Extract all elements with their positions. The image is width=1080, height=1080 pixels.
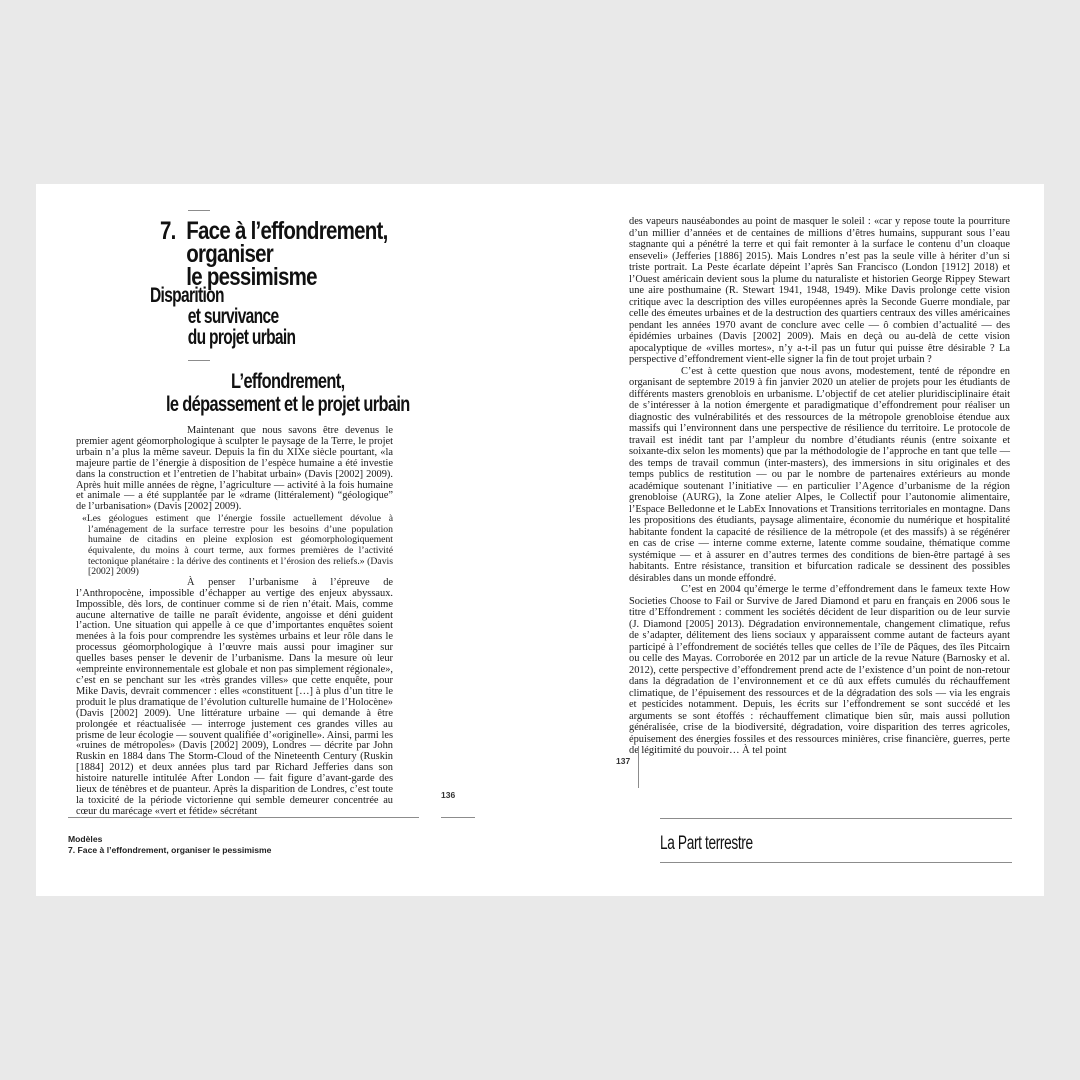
subtitle-line-3: du projet urbain [187,326,296,349]
subtitle-line-1: Disparition [150,284,224,307]
block-quote: «Les géologues estiment que l’énergie fossile actuellement dévolue à l’aménagement de la surface terrestre pour les besoins d’une population humaine de citadins en pleine explosion est géomorphologiquement équivalente, du moins à court terme, aux formes premières de l’activité tectonique planétaire : la dérive des continents et l’érosion des reliefs.» (Davis [2002] 2009) [82,513,393,578]
paragraph: À penser l’urbanisme à l’épreuve de l’Anthropocène, impossible d’échapper au vertige des enjeux abyssaux. Impossible, dès lors, de continuer comme si de rien n’était. Mais, comme aucune alternative de taille ne paraît évidente, angoisse et déni guident l’action. Une situation qui appelle à ce que d’importantes enquêtes soient menées à la fois pour comprendre les systèmes urbains et leur rôle dans le processus géomorphologique à l’œuvre mais aussi pour imaginer sur quelles bases penser le devenir de l’urbanisme. Dans la mesure où leur «empreinte environnementale est globale et non pas simplement régionale», c’est en se penchant sur les «très grandes villes» que cette enquête, pour Mike Davis, devrait commencer : elles «constituent […] à plus d’un titre le produit le plus dramatique de l’évolution culturelle humaine de l’Holocène» (Davis [2002] 2009). Une littérature urbaine — qui demande à être prolongée et réactualisée — interroge justement ces grandes villes au prisme de leur écologie — souvent qualifiée d’«originelle». Ainsi, parmi les «ruines de métropoles» (Davis [2002] 2009), Londres — décrite par John Ruskin en 1884 dans The Storm-Cloud of the Nineteenth Century (Ruskin [1884] 2012) et deux années plus tard par Richard Jefferies dans son histoire naturelle intitulée After London — fait figure d’avant-garde des lieux de ténèbres et de puanteur. Après la disparition de Londres, c’est toute la toxicité de la période victorienne qui semble demeurer concentrée au cœur du marécage «vert et fétide» sécrétant [76,576,393,817]
folio-rule [441,817,475,818]
footer-rule [68,817,419,818]
section-title-line-1: L’effondrement, [231,370,345,393]
running-head [68,834,271,855]
section-rule [188,360,210,361]
right-body-text [629,216,1010,757]
right-page [540,184,1044,896]
paragraph: C’est en 2004 qu’émerge le terme d’effondrement dans le fameux texte How Societies Choose to Fail or Survive de Jared Diamond et paru en français en 2006 sous le titre d’Effondrement : comment les sociétés décident de leur disparition ou de leur survie (J. Diamond [2005] 2013). Dégradation environnementale, changement climatique, refus de s’adapter, délitement des liens sociaux y apparaissent comme autant de facteurs ayant participé à l’effondrement de sociétés telles que celles de l’île de Pâques, des îles Pitcairn ou celle des Mayas. Corroborée en 2012 par un article de la revue Nature (Barnosky et al. 2012), cette perspective d’effondrement prend acte de l’existence d’un point de non-retour dans la dégradation de l’environnement et ce dû aux effets cumulés du réchauffement climatique, de l’épuisement des ressources et de la dégradation des sols — via les engrais et pesticides notamment. Depuis, les écrits sur l’effondrement se sont succédé et les arguments se sont étoffés : réchauffement climatique bien sûr, mais aussi pollution généralisée, crise de la biodiversité, dégradation, voire disparition des terres agricoles, épuisement des énergies fossiles et des ressources minières, crise financière, guerres, perte de légitimité du pouvoir… À tel point [629,584,1010,756]
chapter-subtitle [150,285,295,348]
subtitle-line-2: et survivance [187,305,279,328]
left-body-text [76,426,393,818]
paragraph: C’est à cette question que nous avons, modestement, tenté de répondre en organisant de septembre 2019 à fin janvier 2020 un atelier de projets pour les étudiants de différents masters grenoblois en urbanisme. L’objectif de cet atelier pluridisciplinaire était de s’intéresser à la notion émergente et paradigmatique d’effondrement pour réaliser un diagnostic des vulnérabilités et des ressources de la métropole grenobloise étendue aux massifs qui l’environnent dans une perspective de résilience du territoire. Le protocole de travail est inédit tant par l’ampleur du nombre d’étudiants réunis (entre soixante et soixante-dix selon les moments) que par la méthodologie de l’approche en tant que telle — des temps de travail commun (inter-masters), des immersions in situ originales et des temps publics de restitution — ou par le nombre de partenaires extérieurs au monde académique soutenant l’initiative — en particulier l’Agence d’urbanisme de la région grenobloise (AURG), la Zone atelier Alpes, le Collectif pour l’autonomie alimentaire, l’Espace Belledonne et le LabEx Innovations et Transitions territoriales en montagne. Dans les propositions des étudiants, paysage alimentaire, économie du numérique et hospitalité habitante fondent la capacité de résilience de la métropole (et des massifs) à se régénérer en cas de crise — interne comme externe, latente comme soudaine, thématique comme systémique — et à assurer en d’autres termes des conditions de bien-être partagé à ses habitants. Entre résistance, transition et bifurcation radicale se dessinent des possibles désirables dans un monde effondré. [629,365,1010,584]
left-page [36,184,540,896]
chapter-title-line-2: organiser [186,240,274,268]
paragraph: Maintenant que nous savons être devenus le premier agent géomorphologique à sculpter le paysage de la Terre, le projet urbain n’a plus la même saveur. Depuis la fin du XIXe siècle pourtant, «la majeure partie de l’énergie à disposition de l’espèce humaine a été investie dans la construction et l’entretien de l’habitat urbain» (Davis [2002] 2009). Après huit mille années de règne, l’agriculture — activité à la fois humaine et animale — a été supplantée par le «drame (littéralement) “géologique” de l’urbanisation» (Davis [2002] 2009). [76,425,393,513]
chapter-title-line-1: Face à l’effondrement, [186,217,388,245]
section-title [124,370,452,416]
title-top-rule [188,210,210,211]
chapter-title-line-3: le pessimisme [186,263,317,291]
page-number-136: 136 [441,790,456,800]
footer-rule-bottom [660,862,1012,863]
running-head-chapter: 7. Face à l’effondrement, organiser le pessimisme [68,844,272,855]
folio-vertical-rule [638,746,639,788]
book-title: La Part terrestre [660,833,753,854]
page-number-137: 137 [616,756,631,766]
chapter-title [160,217,388,291]
footer-rule-top [660,818,1012,819]
paragraph: des vapeurs nauséabondes au point de masquer le soleil : «car y repose toute la pourriture d’un millier d’années et de centaines de millions d’êtres humains, suppurant sous l’eau stagnante qui a pénétré la terre et qui fait remonter à la surface le contenu d’un cloaque enseveli» (Jefferies [1886] 2015). Mais Londres n’est pas la seule ville à hériter d’un si triste portrait. La Peste écarlate dépeint l’après San Francisco (London [1912] 2018) et l’Ouest américain devient sous la plume du naturaliste et historien George Rippey Stewart une aire posthumaine (R. Stewart 1941, 1948, 1949). Mike Davis prolonge cette vision critique avec la description des villes européennes après la Seconde Guerre mondiale, par celle des émeutes urbaines et de la destruction des quartiers centraux des villes américaines pendant les années 1970 avant de conclure avec celle — ô combien d’actualité — des épidémies urbaines (Davis [2002] 2009). Mais en deçà ou au-delà de cette vision apocalyptique de «villes mortes», n’y a-t-il pas un futur qui puisse être désirable ? La perspective d’effondrement vient-elle signer la fin de tout projet urbain ? [629,216,1010,365]
chapter-number: 7. [160,217,176,245]
section-title-line-2: le dépassement et le projet urbain [165,393,410,416]
running-head-section: Modèles [68,834,103,844]
